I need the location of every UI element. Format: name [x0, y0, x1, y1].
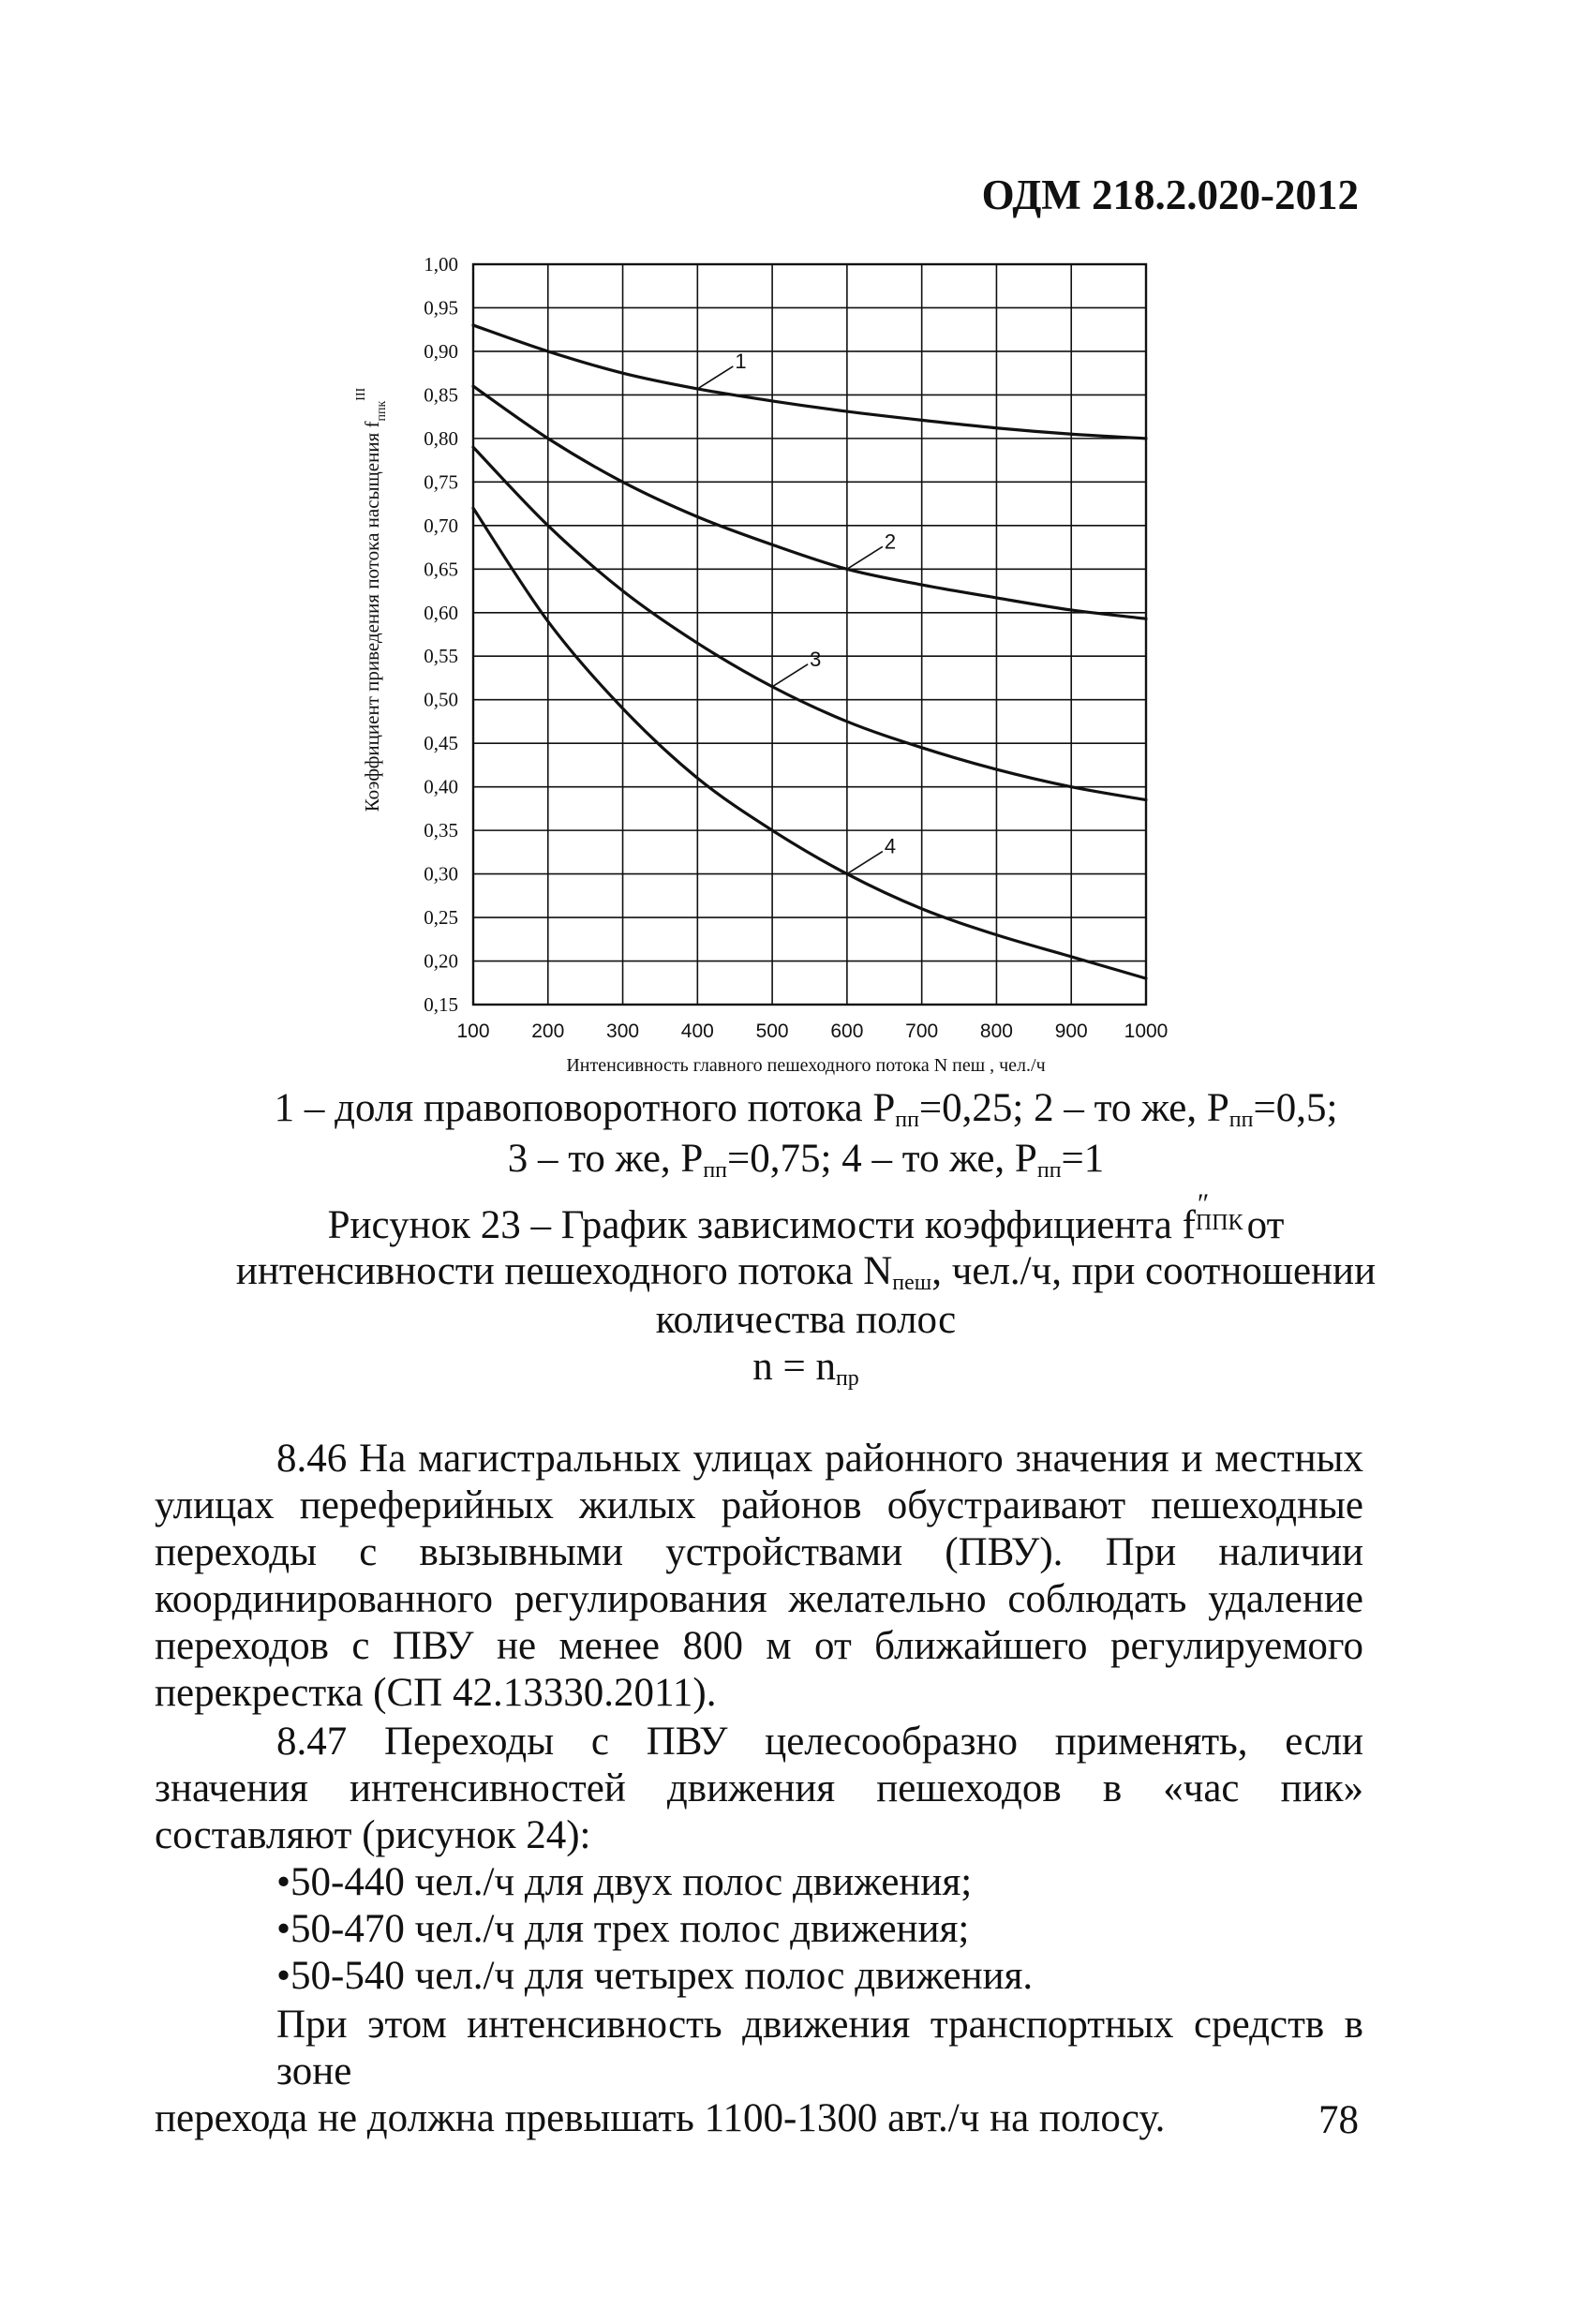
x-tick-label: 1000 — [1124, 1020, 1169, 1042]
bullet-item: •50-440 чел./ч для двух полос движения; — [276, 1860, 973, 1904]
y-tick-label: 0,55 — [424, 645, 458, 668]
figure-caption-line-1 — [150, 1188, 1462, 1248]
paragraph-line: значения интенсивностей движения пешеходов в «час пик» — [155, 1766, 1363, 1810]
series-line-2 — [473, 386, 1146, 618]
y-tick-labels — [424, 253, 458, 1016]
x-tick-label: 700 — [905, 1020, 939, 1042]
paragraph-line: перекрестка (СП 42.13330.2011). — [155, 1671, 717, 1715]
paragraph-line: координированного регулирования желательно соблюдать удаление — [155, 1577, 1363, 1621]
bullet-item: •50-470 чел./ч для трех полос движения; — [276, 1907, 970, 1951]
legend-text: 1 – доля правоповоротного потока P — [274, 1086, 896, 1130]
legend-text: =0,5; — [1253, 1086, 1338, 1130]
series-label-1: 1 — [735, 349, 747, 373]
legend-text: =1 — [1061, 1137, 1105, 1181]
page-number: 78 — [1318, 2098, 1359, 2142]
plot-frame — [473, 264, 1146, 1005]
document-code: ОДМ 218.2.020-2012 — [981, 171, 1359, 218]
caption-text: Рисунок 23 – График зависимости коэффициента f — [327, 1203, 1196, 1247]
caption-sub: ППК — [1195, 1211, 1243, 1235]
paragraph-line: 8.46 На магистральных улицах районного значения и местных — [276, 1437, 1363, 1481]
y-axis-label-sup: III — [354, 387, 368, 401]
legend-line-1 — [150, 1085, 1462, 1133]
legend-line-2 — [150, 1136, 1462, 1184]
caption-sub: пеш — [892, 1271, 932, 1295]
figure-caption-line-4 — [150, 1344, 1462, 1392]
y-tick-label: 0,50 — [424, 688, 458, 711]
y-tick-label: 0,65 — [424, 558, 458, 581]
paragraph-line: составляют (рисунок 24): — [155, 1813, 591, 1857]
legend-text: 3 – то же, P — [507, 1137, 704, 1181]
y-axis-label-text: Коэффициент приведения потока насыщения f — [361, 421, 383, 812]
series-leader-4 — [847, 852, 883, 874]
y-tick-label: 0,30 — [424, 862, 458, 886]
x-tick-label: 800 — [979, 1020, 1013, 1042]
caption-text: , чел./ч, при соотношении — [931, 1249, 1377, 1293]
x-tick-label: 200 — [531, 1020, 565, 1042]
bullet-item: •50-540 чел./ч для четырех полос движения. — [276, 1954, 1034, 1998]
paragraph-line: переходов с ПВУ не менее 800 м от ближайшего регулируемого — [155, 1624, 1363, 1668]
series-label-4: 4 — [884, 834, 897, 858]
paragraph-line: 8.47 Переходы с ПВУ целесообразно применять, если — [276, 1720, 1363, 1764]
x-tick-label: 500 — [755, 1020, 789, 1042]
series-line-3 — [473, 447, 1146, 799]
chart — [0, 0, 1593, 1087]
y-tick-label: 0,70 — [424, 514, 458, 537]
legend-sub: пп — [703, 1158, 728, 1183]
legend-text: =0,25; 2 – то же, P — [918, 1086, 1229, 1130]
paragraph-final — [155, 2002, 1363, 2142]
y-tick-label: 0,35 — [424, 819, 458, 842]
paragraph-line: переходы с вызывными устройствами (ПВУ). При наличии — [155, 1530, 1363, 1574]
series-leader-1 — [697, 366, 733, 389]
y-axis-label-sub: ппк — [375, 400, 389, 422]
x-tick-labels — [456, 1020, 1168, 1042]
chart-grid — [473, 264, 1146, 1005]
series-line-1 — [473, 325, 1146, 439]
caption-sub: пр — [835, 1366, 859, 1391]
caption-text: n = n — [752, 1345, 836, 1389]
x-tick-label: 100 — [456, 1020, 490, 1042]
paragraph-line: улицах переферийных жилых районов обустраивают пешеходные — [155, 1483, 1363, 1527]
series-labels — [697, 350, 896, 874]
y-tick-label: 1,00 — [424, 253, 458, 276]
y-tick-label: 0,95 — [424, 296, 458, 320]
paragraph-line: перехода не должна превышать 1100-1300 авт./ч на полосу. — [155, 2096, 1166, 2140]
y-tick-label: 0,40 — [424, 775, 458, 798]
legend-sub: пп — [895, 1108, 919, 1132]
y-tick-label: 0,85 — [424, 383, 458, 407]
series-label-2: 2 — [884, 529, 897, 554]
x-tick-label: 900 — [1054, 1020, 1088, 1042]
caption-text: от — [1236, 1203, 1285, 1247]
y-tick-label: 0,45 — [424, 732, 458, 755]
paragraph-8-47 — [155, 1719, 1363, 1859]
caption-script — [1195, 1188, 1243, 1238]
paragraph-line: При этом интенсивность движения транспортных средств в зоне — [276, 2003, 1363, 2093]
x-tick-label: 400 — [680, 1020, 714, 1042]
y-tick-label: 0,80 — [424, 426, 458, 450]
caption-text: интенсивности пешеходного потока N — [235, 1249, 893, 1293]
x-tick-label: 300 — [606, 1020, 640, 1042]
x-axis-label: Интенсивность главного пешеходного потока N пеш , чел./ч — [566, 1055, 1046, 1076]
figure-caption-line-2 — [150, 1248, 1462, 1296]
y-tick-label: 0,20 — [424, 949, 458, 973]
x-tick-label: 600 — [830, 1020, 864, 1042]
legend-sub: пп — [1228, 1108, 1254, 1132]
series-leader-3 — [772, 664, 808, 687]
series-leader-2 — [847, 546, 883, 569]
legend-sub: пп — [1036, 1158, 1062, 1183]
y-tick-label: 0,25 — [424, 906, 458, 930]
legend-text: =0,75; 4 – то же, P — [727, 1137, 1037, 1181]
y-tick-label: 0,75 — [424, 470, 458, 494]
y-tick-label: 0,15 — [424, 993, 458, 1016]
y-tick-label: 0,90 — [424, 339, 458, 363]
y-axis-label — [354, 387, 389, 812]
series-label-3: 3 — [810, 647, 822, 671]
figure-caption-line-3: количества полос — [655, 1298, 957, 1342]
caption-sup: ″ — [1197, 1188, 1210, 1219]
paragraph-8-46 — [155, 1436, 1363, 1717]
y-tick-label: 0,60 — [424, 601, 458, 624]
